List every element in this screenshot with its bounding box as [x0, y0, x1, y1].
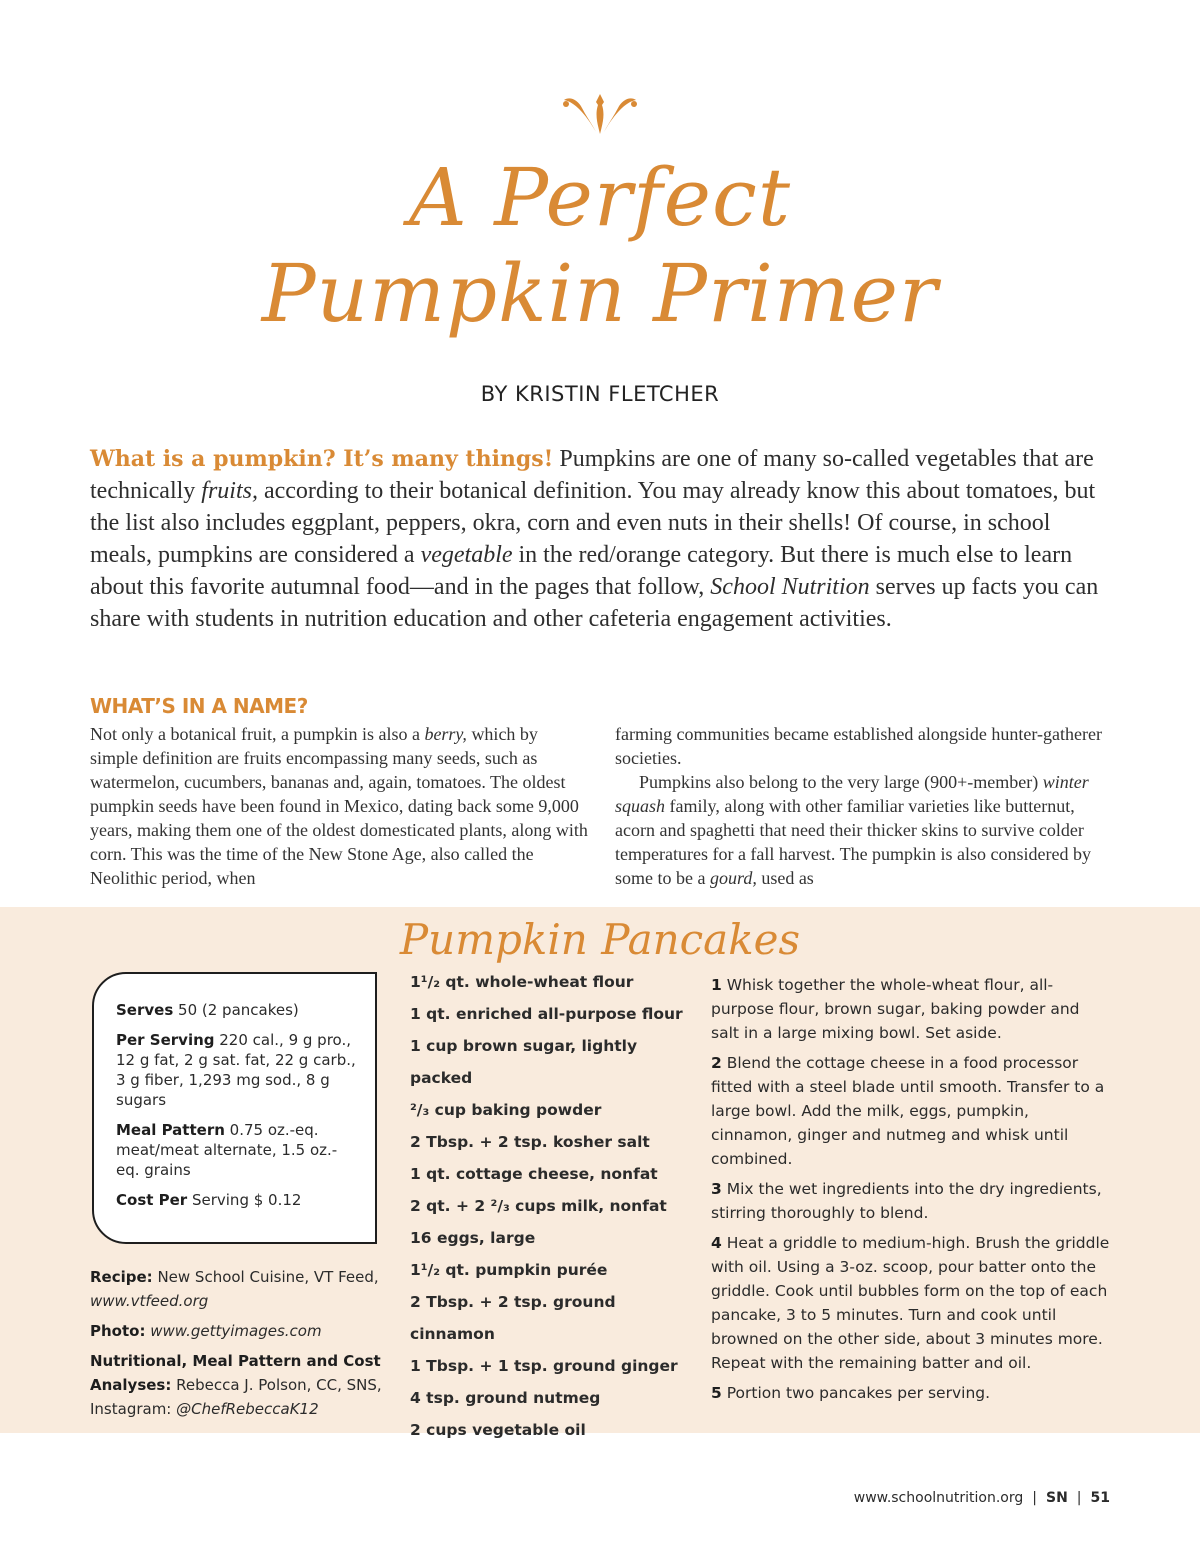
per-serving-line: [116, 1030, 359, 1110]
cost-label: Cost Per: [116, 1191, 188, 1209]
recipe-credits: [90, 1265, 390, 1427]
intro-paragraph: [90, 443, 1110, 635]
step-item: [711, 1051, 1111, 1171]
page-title: [0, 150, 1200, 342]
ingredient-item: 2 cups vegetable oil: [410, 1421, 586, 1439]
left-em-1: berry,: [424, 724, 467, 744]
step-number: 3: [711, 1180, 722, 1198]
step-item: [711, 1231, 1111, 1375]
ingredient-item: 2 Tbsp. + 2 tsp. kosher salt: [410, 1133, 650, 1151]
ingredient-item: 16 eggs, large: [410, 1229, 536, 1247]
recipe-steps: [711, 973, 1111, 1411]
analysis-credit-handle[interactable]: @ChefRebeccaK12: [176, 1400, 319, 1418]
photo-credit: [90, 1319, 390, 1343]
ingredient-item: 4 tsp. ground nutmeg: [410, 1389, 601, 1407]
step-item: [711, 1177, 1111, 1225]
step-number: 1: [711, 976, 722, 994]
left-paragraph: [90, 722, 590, 890]
title-line-2: Pumpkin Primer: [261, 247, 939, 340]
ingredient-item: 1¹/₂ qt. whole-wheat flour: [410, 973, 634, 991]
right-paragraph-2: [615, 770, 1115, 890]
step-item: [711, 1381, 1111, 1405]
ingredient-item: ²/₃ cup baking powder: [410, 1101, 602, 1119]
recipe-credit-value: New School Cuisine, VT Feed,: [152, 1268, 379, 1286]
ingredient-item: 1 qt. enriched all-purpose flour: [410, 1005, 683, 1023]
page-number: 51: [1090, 1490, 1110, 1506]
cost-line: [116, 1190, 359, 1210]
serves-label: Serves: [116, 1001, 174, 1019]
step-number: 5: [711, 1384, 722, 1402]
intro-text-3: in the red/orange category. But there is much else to learn about this favorite autumnal food—and in the pages that follow,: [90, 542, 1073, 600]
intro-em-3: School Nutrition: [710, 574, 870, 600]
left-text-2: which by simple definition are fruits encompassing many seeds, such as watermelon, cucumbers, bananas and, again, tomatoes. The oldest pumpkin seeds have been found in Mexico, dating back some 9,000 years, making them one of the oldest domesticated plants, along with corn. This was the time of the New Stone Age, also called the Neolithic period, when: [90, 724, 588, 888]
analysis-credit-value: Rebecca J. Polson, CC, SNS, Instagram:: [90, 1376, 382, 1418]
footer-url[interactable]: www.schoolnutrition.org: [853, 1490, 1024, 1506]
meal-pattern-label: Meal Pattern: [116, 1121, 225, 1139]
step-text: Whisk together the whole-wheat flour, all-purpose flour, brown sugar, baking powder and salt in a large mixing bowl. Set aside.: [711, 976, 1080, 1042]
ingredient-item: 2 qt. + 2 ²/₃ cups milk, nonfat: [410, 1197, 667, 1215]
step-text: Blend the cottage cheese in a food processor fitted with a steel blade until smooth. Transfer to a large bowl. Add the milk, eggs, pumpkin, cinnamon, ginger and nutmeg and whisk until combined.: [711, 1054, 1105, 1168]
step-item: [711, 973, 1111, 1045]
ingredient-list: [410, 966, 700, 1446]
serves-line: [116, 1000, 359, 1020]
body-column-left: [90, 722, 590, 890]
cost-value: Serving $ 0.12: [187, 1191, 302, 1209]
meal-pattern-line: [116, 1120, 359, 1180]
right-text-3: used as: [756, 868, 814, 888]
right-paragraph-1: farming communities became established alongside hunter-gatherer societies.: [615, 724, 1102, 768]
recipe-title: Pumpkin Pancakes: [399, 915, 801, 964]
serves-value: 50 (2 pancakes): [173, 1001, 299, 1019]
ingredient-item: 2 Tbsp. + 2 tsp. ground cinnamon: [410, 1293, 616, 1343]
right-em-1: winter squash: [615, 772, 1089, 816]
ingredient-item: 1 cup brown sugar, lightly packed: [410, 1037, 638, 1087]
right-text-1: Pumpkins also belong to the very large (900+-member): [639, 772, 1043, 792]
section-heading: WHAT’S IN A NAME?: [90, 694, 308, 718]
step-number: 4: [711, 1234, 722, 1252]
analysis-credit: [90, 1349, 390, 1421]
magazine-name: SN: [1045, 1490, 1068, 1506]
intro-text-1: Pumpkins are one of many so-called vegetables that are technically: [90, 446, 1094, 504]
intro-em-1: fruits,: [201, 478, 258, 504]
intro-lead: What is a pumpkin? It’s many things!: [90, 446, 554, 472]
step-text: Mix the wet ingredients into the dry ingredients, stirring thoroughly to blend.: [711, 1180, 1102, 1222]
analysis-credit-label: Nutritional, Meal Pattern and Cost Analyses:: [90, 1352, 381, 1394]
right-text-2: family, along with other familiar varieties like butternut, acorn and spaghetti that need their thicker skins to survive colder temperatures for a fall harvest. The pumpkin is also considered by some to be a: [615, 796, 1092, 888]
intro-text-4: serves up facts you can share with students in nutrition education and other cafeteria engagement activities.: [90, 574, 1099, 632]
page-footer: [854, 1490, 1110, 1506]
nutrition-box: [92, 972, 377, 1244]
title-line-1: A Perfect: [409, 151, 791, 244]
recipe-credit-url[interactable]: www.vtfeed.org: [90, 1292, 209, 1310]
ingredient-item: 1 qt. cottage cheese, nonfat: [410, 1165, 658, 1183]
intro-text-2: according to their botanical definition. You may already know this about tomatoes, but the list also includes eggplant, peppers, okra, corn and even nuts in their shells! Of course, in school meals, pumpkins are considered a: [90, 478, 1096, 568]
footer-divider: |: [1076, 1490, 1082, 1506]
byline: BY KRISTIN FLETCHER: [480, 382, 720, 406]
left-text-1: Not only a botanical fruit, a pumpkin is also a: [90, 724, 425, 744]
recipe-credit-label: Recipe:: [90, 1268, 153, 1286]
photo-credit-url[interactable]: www.gettyimages.com: [150, 1322, 322, 1340]
intro-em-2: vegetable: [420, 542, 513, 568]
ingredient-item: 1¹/₂ qt. pumpkin purée: [410, 1261, 608, 1279]
footer-divider: |: [1032, 1490, 1037, 1506]
right-em-2: gourd,: [709, 868, 757, 888]
body-column-right: [615, 722, 1115, 890]
step-number: 2: [711, 1054, 722, 1072]
photo-credit-label: Photo:: [90, 1322, 146, 1340]
recipe-credit: [90, 1265, 390, 1313]
meal-pattern-value: 0.75 oz.-eq. meat/meat alternate, 1.5 oz.-eq. grains: [116, 1121, 338, 1179]
per-serving-label: Per Serving: [116, 1031, 215, 1049]
step-text: Portion two pancakes per serving.: [721, 1384, 991, 1402]
per-serving-value: 220 cal., 9 g pro., 12 g fat, 2 g sat. fat, 22 g carb., 3 g fiber, 1,293 mg sod., 8 g sugars: [116, 1031, 356, 1109]
step-text: Heat a griddle to medium-high. Brush the griddle with oil. Using a 3-oz. scoop, pour batter onto the griddle. Cook until bubbles form on the top of each pancake, 3 to 5 minutes. Turn and cook until browned on the other side, about 3 minutes more. Repeat with the remaining batter and oil.: [711, 1234, 1110, 1372]
ingredient-item: 1 Tbsp. + 1 tsp. ground ginger: [410, 1357, 678, 1375]
fleur-ornament-icon: [0, 88, 1200, 140]
